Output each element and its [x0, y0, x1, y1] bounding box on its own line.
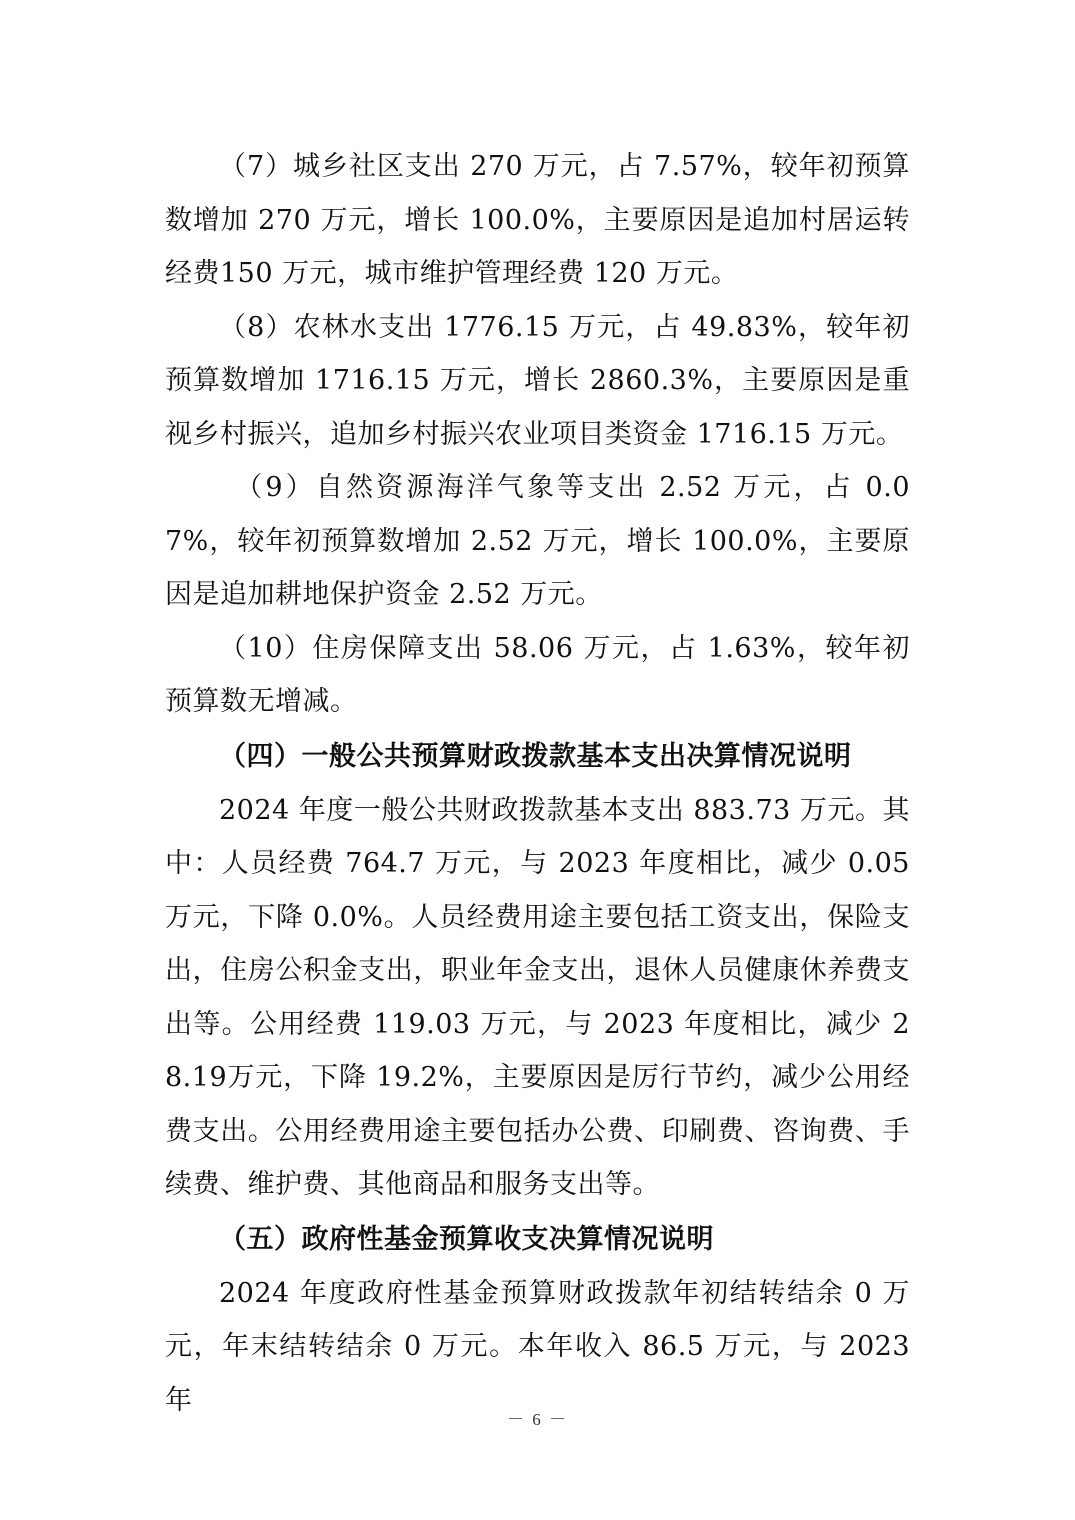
section-heading-government-fund: （五）政府性基金预算收支决算情况说明 [219, 1223, 714, 1255]
paragraph-housing-security: （10）住房保障支出 58.06 万元，占 1.63%，较年初预算数无增减。 [165, 632, 910, 717]
paragraph-agriculture-forestry-water: （8）农林水支出 1776.15 万元，占 49.83%，较年初预算数增加 1716.15 万元，增长 2860.3%，主要原因是重视乡村振兴，追加乡村振兴农业项目类资金 1716.15 万元。 [165, 311, 910, 450]
paragraph-natural-resources: （9）自然资源海洋气象等支出 2.52 万元，占 0.07%，较年初预算数增加 2.52 万元，增长 100.0%，主要原因是追加耕地保护资金 2.52 万元。 [165, 472, 910, 610]
paragraph-urban-rural-community: （7）城乡社区支出 270 万元，占 7.57%，较年初预算数增加 270 万元，增长 100.0%，主要原因是追加村居运转经费150 万元，城市维护管理经费 120 万元。 [165, 151, 910, 289]
paragraph-government-fund: 2024 年度政府性基金预算财政拨款年初结转结余 0 万元，年末结转结余 0 万元。本年收入 86.5 万元，与 2023 年 [165, 1277, 910, 1416]
paragraph-basic-expenditure: 2024 年度一般公共财政拨款基本支出 883.73 万元。其中：人员经费 764.7 万元，与 2023 年度相比，减少 0.05 万元，下降 0.0%。人员经费用途主要包括工资支出，保险支出，住房公积金支出，职业年金支出，退休人员健康休养费支出等。公用经费 119.03 万元，与 2023 年度相比，减少 28.19万元，下降 19.2%，主要原因是厉行节约，减少公用经费支出。公用经费用途主要包括办公费、印刷费、咨询费、手续费、维护费、其他商品和服务支出等。 [165, 794, 910, 1200]
document-body [165, 140, 910, 1427]
page-number: － 6 － [507, 1410, 568, 1429]
section-heading-basic-expenditure: （四）一般公共预算财政拨款基本支出决算情况说明 [219, 740, 852, 772]
